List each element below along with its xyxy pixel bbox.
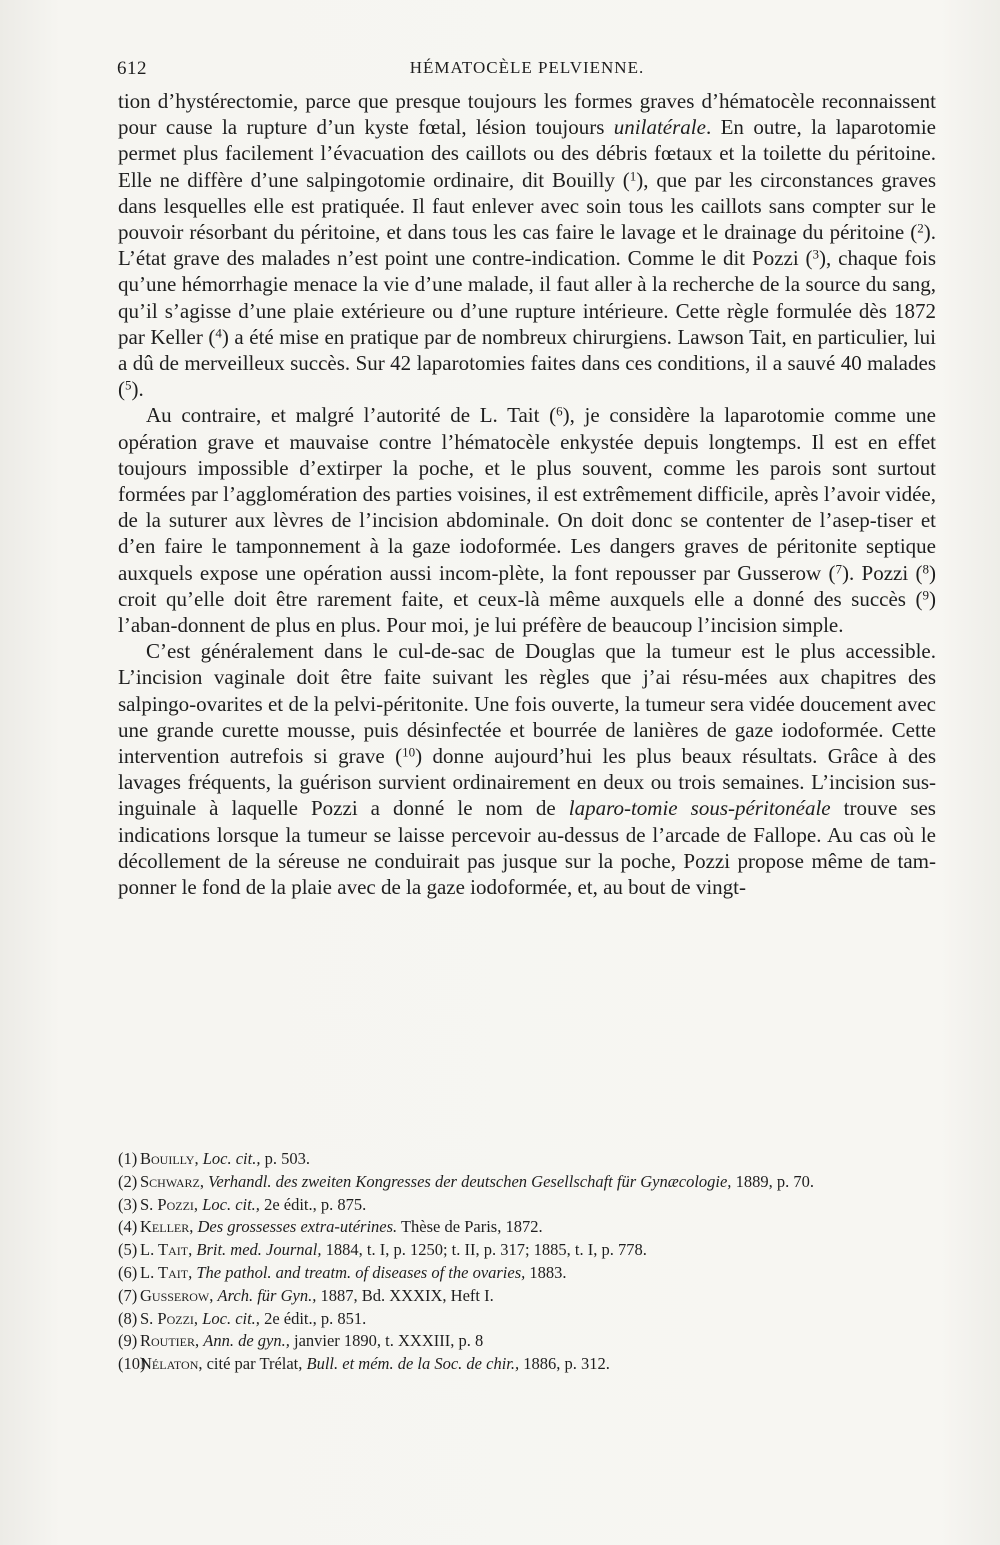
footnote-work: Loc. cit.,: [202, 1149, 261, 1168]
footnote-work: Des grossesses extra-utérines.: [197, 1217, 398, 1237]
footnote-work: Arch. für Gyn.,: [217, 1285, 317, 1305]
footnote-ref: 1: [629, 168, 637, 184]
footnote-work: The pathol. and treatm. of diseases of the ovaries,: [196, 1262, 526, 1282]
main-text: [118, 88, 936, 900]
footnote-ref: 6: [556, 403, 563, 419]
footnote-author: L. Tait,: [140, 1262, 193, 1282]
footnote: [118, 1216, 936, 1239]
footnote-work: Brit. med. Journal,: [196, 1240, 322, 1260]
page-header: [117, 58, 937, 84]
footnote-work: Ann. de gyn.,: [203, 1331, 290, 1351]
footnote-detail: 1884, t. I, p. 1250; t. II, p. 317; 1885, t. I, p. 778.: [321, 1240, 647, 1260]
footnote-number: (10): [118, 1354, 146, 1374]
footnote-author: L. Tait,: [140, 1240, 193, 1260]
text-run: ).: [131, 377, 144, 402]
text-run: ), je considère la laparotomie comme une opération grave et mauvaise contre l’hématocèle enkystée depuis longtemps. Il est en effet toujours impossible d’extirper la poche, et le plus souvent, comme les parois sont surtout formées par l’agglomération des parties voisines, il est extrêmement difficile, après l’avoir vidée, de la suturer aux lèvres de l’incision abdominale. On doit donc se contenter de l’asep-tiser et d’en faire le tamponnement à la gaze iodoformée. Les dangers graves de péritonite septique auxquels expose une opération aussi incom-plète, la font repousser par Gusserow (: [118, 403, 936, 585]
footnote-number: (9): [118, 1331, 138, 1351]
footnote-number: (2): [118, 1171, 138, 1191]
footnote: [118, 1171, 936, 1194]
footnote-detail: 2e édit., p. 851.: [259, 1308, 367, 1328]
text-run: ) donne aujourd’hui les plus beaux résultats. Grâce à des lavages fréquents, la guérison survient ordinairement en deux ou trois semaines. L’incision sus-inguinale à laquelle Pozzi a donné le nom de: [118, 744, 936, 821]
footnote-number: (1): [118, 1149, 138, 1168]
footnote-number: (8): [118, 1308, 138, 1328]
footnote-detail: cité par Trélat,: [202, 1354, 307, 1374]
footnote-detail: 1889, p. 70.: [731, 1171, 814, 1191]
footnotes: [118, 1148, 936, 1376]
footnote-author: S. Pozzi,: [140, 1194, 199, 1214]
text-run: ). Pozzi (: [842, 560, 923, 585]
footnote: [118, 1239, 936, 1262]
footnote-ref: 10: [402, 744, 416, 760]
footnote-number: (4): [118, 1217, 138, 1237]
footnote-ref: 4: [215, 325, 222, 341]
text-run: ). L’état grave des malades n’est point une contre-indication. Comme le dit Pozzi (: [118, 220, 936, 271]
footnote-author: Gusserow,: [140, 1285, 214, 1305]
italic-run: laparo-tomie sous-péritonéale: [568, 796, 831, 821]
footnote-ref: 5: [125, 377, 132, 393]
footnote-detail: 1887, Bd. XXXIX, Heft I.: [316, 1285, 494, 1305]
footnote-author: Routier,: [140, 1331, 200, 1351]
text-run: tion d’hystérectomie, parce que presque toujours les formes graves d’hématocèle reconnaissent pour cause la rupture d’un kyste fœtal, lésion toujours: [118, 89, 936, 140]
footnote-detail: 1886, p. 312.: [519, 1354, 610, 1374]
footnote: [118, 1308, 936, 1331]
text-run: C’est généralement dans le cul-de-sac de Douglas que la tumeur est le plus accessible. L’incision vaginale doit être faite suivant les règles que j’ai résu-mées aux chapitres des salpingo-ovarites et de la pelvi-péritonite. Une fois ouverte, la tumeur sera vidée doucement avec une grande curette mousse, puis désinfectée et bourrée de lanières de gaze iodoformée. Cette intervention autrefois si grave (: [118, 639, 936, 769]
footnote-detail: 1883.: [525, 1262, 567, 1282]
page-number: 612: [117, 58, 147, 79]
running-title: HÉMATOCÈLE PELVIENNE.: [409, 58, 645, 77]
text-run: ) croit qu’elle doit être rarement faite, et ceux-là même auxquels elle a donné des succès (: [118, 560, 936, 611]
paragraph-1: [118, 88, 936, 402]
footnote-work: Verhandl. des zweiten Kongresses der deutschen Gesellschaft für Gynæcologie,: [208, 1171, 732, 1191]
footnote-detail: Thèse de Paris, 1872.: [397, 1217, 543, 1237]
footnote-detail: 2e édit., p. 875.: [259, 1194, 367, 1214]
text-run: ) a été mise en pratique par de nombreux chirurgiens. Lawson Tait, en particulier, lui a dû de merveilleux succès. Sur 42 laparotomies faites dans ces conditions, il a sauvé 40 malades (: [118, 324, 937, 402]
footnote-author: Schwarz,: [140, 1171, 204, 1191]
footnote: [118, 1353, 936, 1376]
footnote-detail: p. 503.: [260, 1149, 310, 1168]
footnote: [118, 1262, 936, 1285]
text-run: ), chaque fois qu’une hémorrhagie menace la vie d’une malade, il faut aller à la recherche de la source du sang, qu’il s’agisse d’une plaie extérieure ou d’une rupture intérieure. Cette règle formulée dès 1872 par Keller (: [118, 246, 936, 349]
text-run: ) l’aban-donnent de plus en plus. Pour moi, je lui préfère de beaucoup l’incision simple.: [118, 586, 936, 638]
paragraph-3: [118, 638, 936, 900]
text-run: ), que par les circonstances graves dans lesquelles elle est pratiquée. Il faut enlever avec soin tous les caillots sans compter sur le pouvoir résorbant du péritoine, et dans tous les cas faire le lavage et le drainage du péritoine (: [118, 167, 937, 245]
footnote-number: (5): [118, 1240, 138, 1260]
footnote: [118, 1194, 936, 1217]
footnote-author: Bouilly,: [140, 1149, 199, 1168]
footnote-author: Keller,: [140, 1217, 194, 1237]
footnote: [118, 1285, 936, 1308]
text-run: . En outre, la laparotomie permet plus facilement l’évacuation des caillots ou des débris fœtaux et la toilette du péritoine. Elle ne diffère d’une salpingotomie ordinaire, dit Bouilly (: [118, 115, 936, 192]
footnote-ref: 8: [922, 561, 929, 577]
footnote-ref: 9: [922, 587, 929, 603]
footnote-author: S. Pozzi,: [140, 1308, 199, 1328]
footnote-ref: 3: [812, 246, 820, 262]
footnote-author: Nélaton,: [140, 1354, 203, 1374]
footnote-number: (3): [118, 1194, 138, 1214]
footnote-work: Loc. cit.,: [202, 1308, 260, 1328]
footnote-work: Bull. et mém. de la Soc. de chir.,: [306, 1354, 520, 1374]
text-run: Au contraire, et malgré l’autorité de L. Tait (: [146, 403, 557, 428]
text-run: trouve ses indications lorsque la tumeur se laisse percevoir au-dessus de l’arcade de Fallope. Au cas où le décollement de la séreuse ne conduirait pas jusque sur la poche, Pozzi propose même de tam-ponner le fond de la plaie avec de la gaze iodoformée, et, au bout de vingt-: [118, 796, 936, 900]
footnote-detail: janvier 1890, t. XXXIII, p. 8: [289, 1331, 484, 1351]
footnote: [118, 1330, 936, 1353]
italic-run: unilatérale: [613, 115, 706, 140]
footnote-ref: 2: [917, 220, 924, 236]
footnote: [118, 1148, 936, 1171]
footnote-number: (7): [118, 1285, 138, 1305]
footnote-ref: 7: [835, 561, 843, 577]
paragraph-2: [118, 402, 936, 638]
footnote-work: Loc. cit.,: [202, 1194, 260, 1214]
footnote-number: (6): [118, 1262, 138, 1282]
